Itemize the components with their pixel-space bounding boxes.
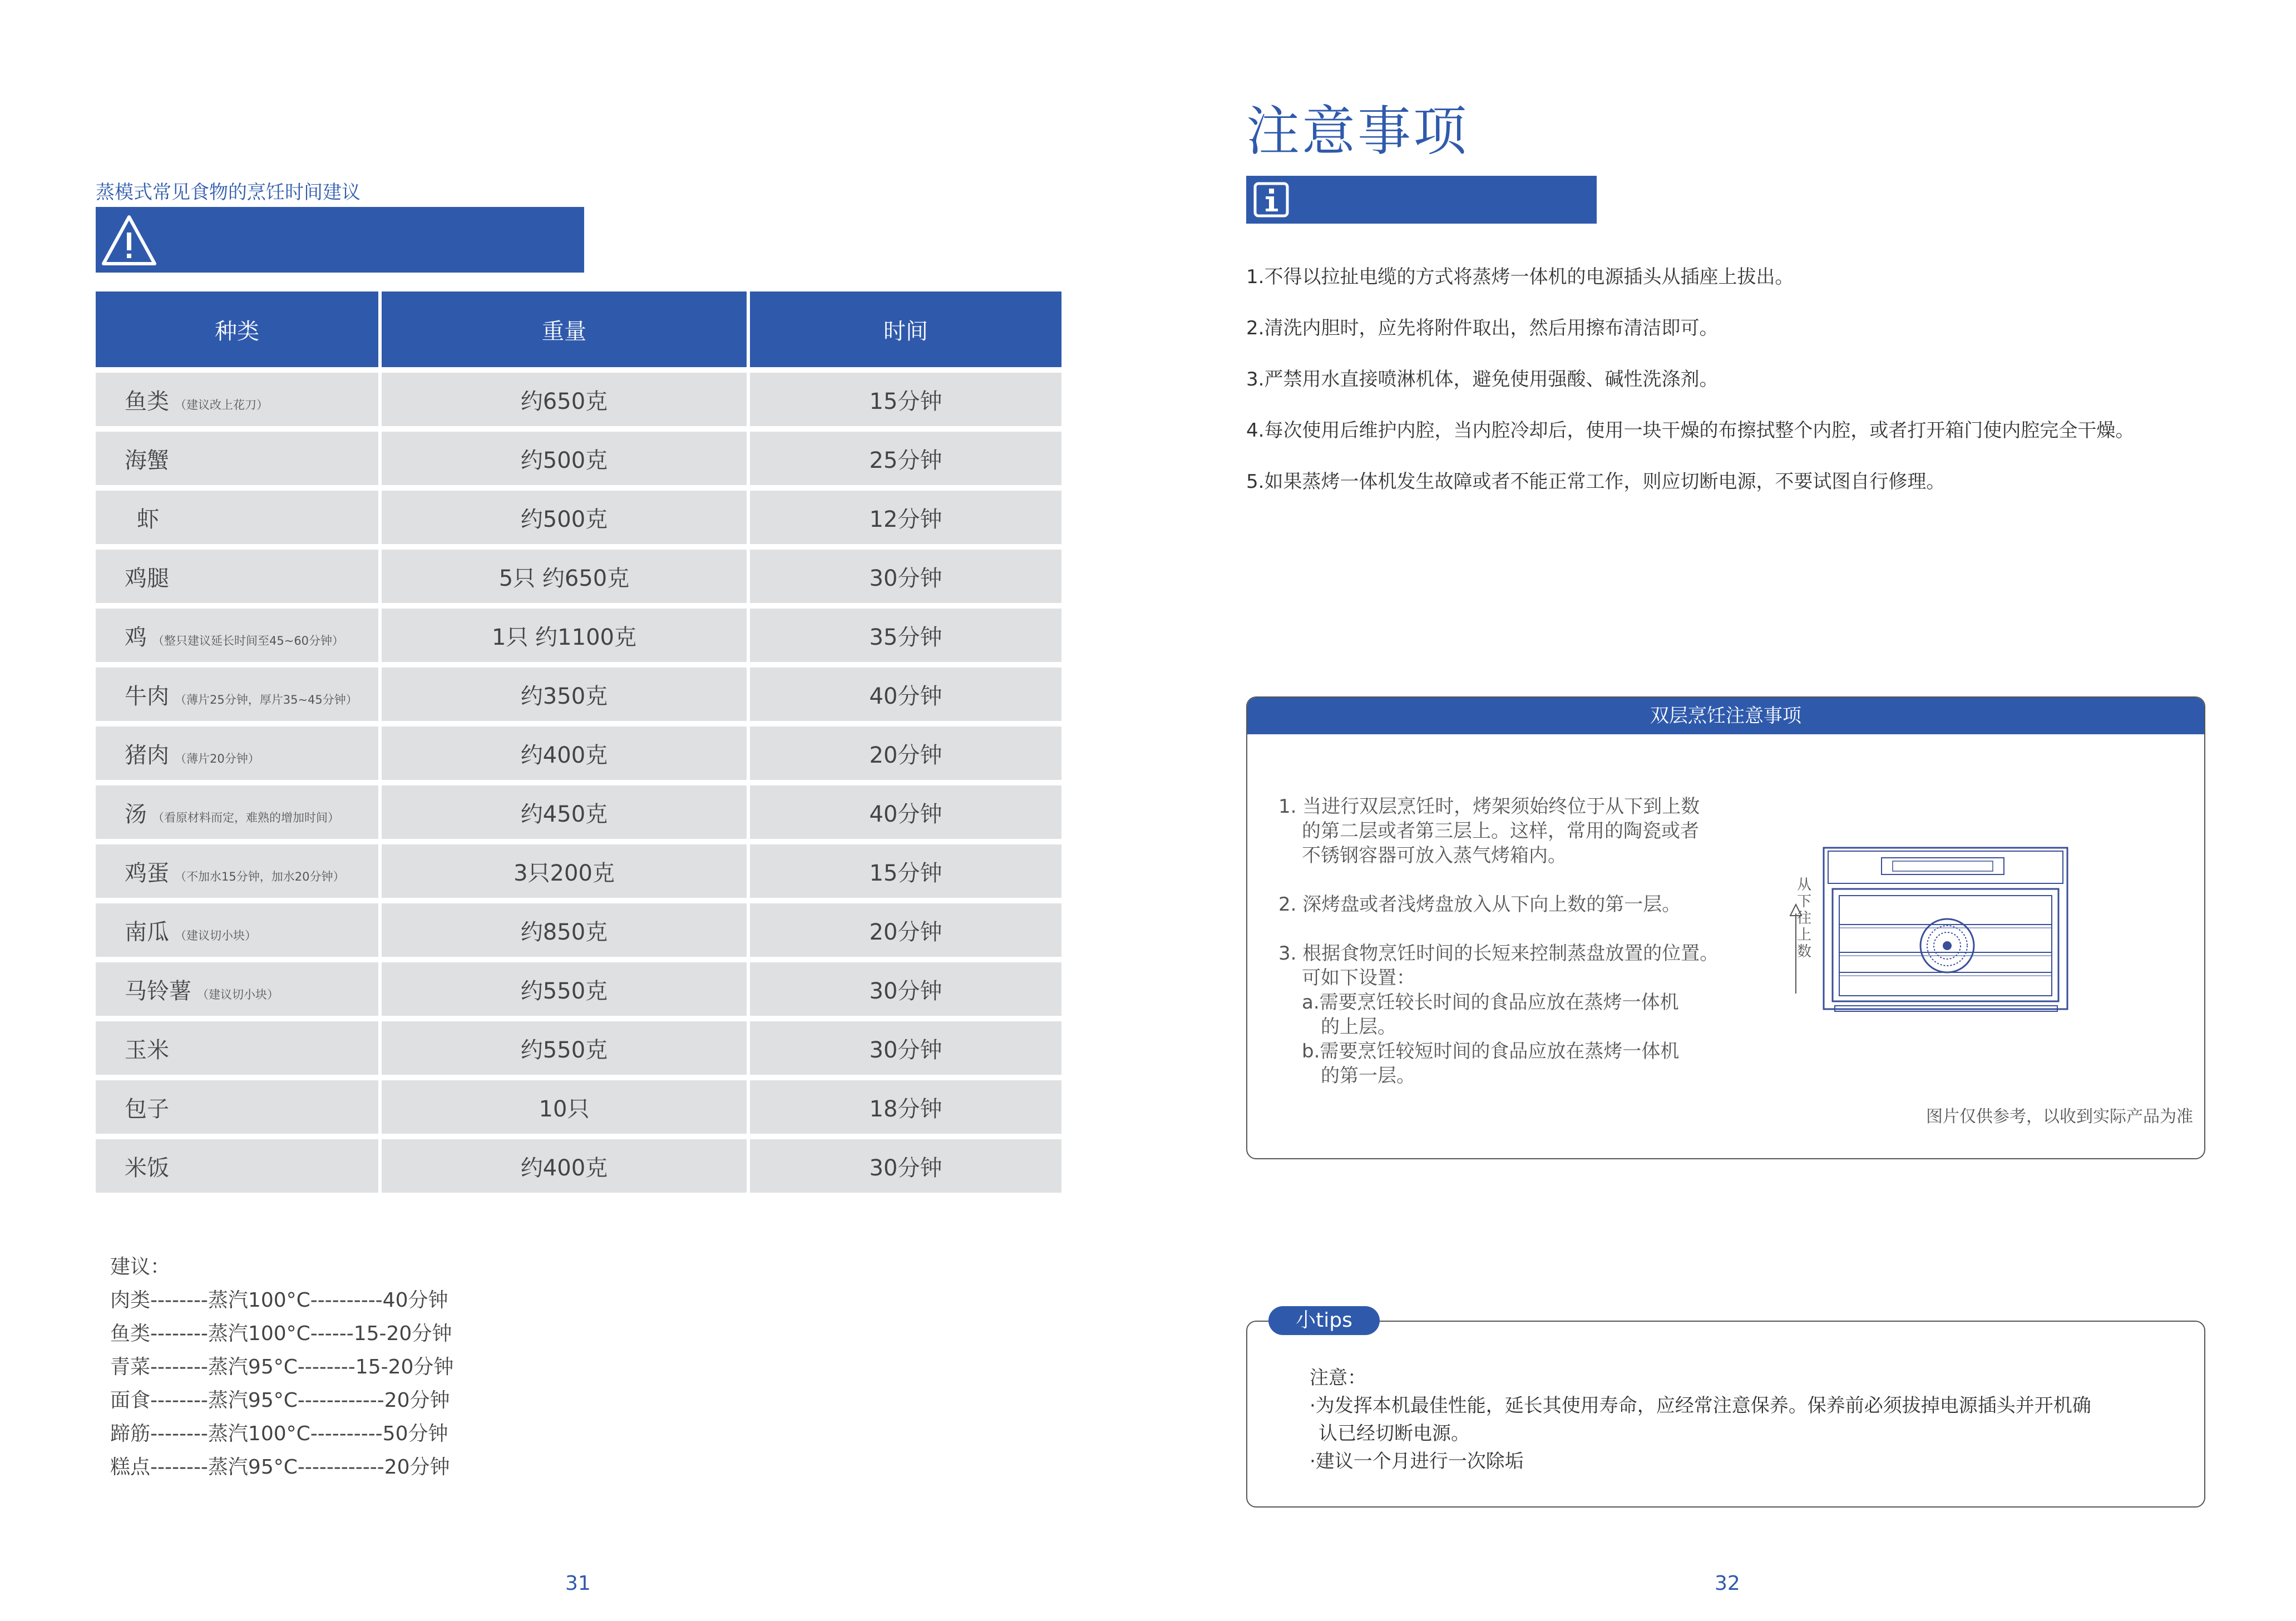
cell-time: 30分钟: [750, 1134, 1061, 1193]
cell-kind: [96, 662, 382, 721]
kind-label: 牛肉: [125, 683, 169, 709]
cell-kind: [96, 367, 382, 426]
cell-weight: 3只200克: [382, 839, 750, 898]
cell-weight: 约850克: [382, 898, 750, 957]
cell-time: 30分钟: [750, 957, 1061, 1016]
note-item: 1.不得以拉扯电缆的方式将蒸烤一体机的电源插头从插座上拔出。: [1246, 266, 1794, 288]
cell-kind: [96, 603, 382, 662]
kind-label: 虾: [137, 506, 159, 532]
cell-time: 20分钟: [750, 898, 1061, 957]
table-row: [96, 662, 1061, 721]
cell-weight: 约550克: [382, 957, 750, 1016]
table-row: [96, 1075, 1061, 1134]
instruction-line: 不锈钢容器可放入蒸气烤箱内。: [1302, 844, 1567, 867]
info-banner: [1246, 176, 1597, 224]
cell-weight: 约500克: [382, 426, 750, 485]
cell-time: 15分钟: [750, 839, 1061, 898]
cell-weight: 10只: [382, 1075, 750, 1134]
instruction-line: 3. 根据食物烹饪时间的长短来控制蒸盘放置的位置。: [1278, 942, 1719, 965]
kind-label: 鸡蛋: [125, 860, 169, 886]
table-row: [96, 839, 1061, 898]
page-number-left: 31: [565, 1572, 591, 1595]
cell-kind: [96, 957, 382, 1016]
cell-weight: 约350克: [382, 662, 750, 721]
instruction-line: 的上层。: [1321, 1016, 1396, 1038]
table-header-row: [96, 291, 1061, 367]
instruction-line: a.需要烹饪较长时间的食品应放在蒸烤一体机: [1302, 991, 1679, 1014]
tips-tab: 小tips: [1268, 1306, 1380, 1335]
advice-line: 肉类--------蒸汽100°C----------40分钟: [110, 1289, 448, 1312]
cell-kind: [96, 721, 382, 780]
instruction-line: 2. 深烤盘或者浅烤盘放入从下向上数的第一层。: [1278, 893, 1681, 916]
cell-weight: 约550克: [382, 1016, 750, 1075]
cooking-time-table: [96, 291, 1061, 1193]
advice-line: 糕点--------蒸汽95°C------------20分钟: [110, 1456, 450, 1479]
cell-time: 25分钟: [750, 426, 1061, 485]
advice-line: 鱼类--------蒸汽100°C------15-20分钟: [110, 1322, 452, 1345]
instruction-line: 1. 当进行双层烹饪时，烤架须始终位于从下到上数: [1278, 795, 1700, 818]
advice-line: 蹄筋--------蒸汽100°C----------50分钟: [110, 1422, 448, 1445]
cell-kind: [96, 780, 382, 839]
instruction-line: 的第二层或者第三层上。这样，常用的陶瓷或者: [1302, 820, 1699, 842]
info-icon: [1253, 181, 1290, 218]
tips-line: ·为发挥本机最佳性能，延长其使用寿命，应经常注意保养。保养前必须拔掉电源插头并开机确: [1310, 1395, 2091, 1417]
warning-triangle-icon: [101, 214, 157, 267]
note-item: 3.严禁用水直接喷淋机体，避免使用强酸、碱性洗涤剂。: [1246, 368, 1719, 391]
table-row: [96, 485, 1061, 544]
advice-heading: 建议：: [110, 1256, 171, 1278]
cell-time: 30分钟: [750, 1016, 1061, 1075]
instruction-line: b.需要烹饪较短时间的食品应放在蒸烤一体机: [1302, 1040, 1680, 1062]
table-row: [96, 367, 1061, 426]
advice-line: 面食--------蒸汽95°C------------20分钟: [110, 1389, 450, 1412]
cell-weight: 约650克: [382, 367, 750, 426]
cell-kind: [96, 1134, 382, 1193]
cell-kind: [96, 1016, 382, 1075]
double-layer-box: [1246, 696, 2205, 1159]
tips-line: 认已经切断电源。: [1319, 1422, 1470, 1445]
kind-label: 鱼类: [125, 388, 169, 414]
cell-time: 20分钟: [750, 721, 1061, 780]
cell-kind: [96, 485, 382, 544]
section-title: 蒸模式常见食物的烹饪时间建议: [96, 181, 361, 204]
header-kind: 种类: [96, 291, 382, 367]
kind-note: （看原材料而定，难熟的增加时间）: [152, 810, 339, 824]
kind-note: （薄片25分钟，厚片35~45分钟）: [175, 693, 358, 706]
page-number-right: 32: [1715, 1572, 1740, 1595]
cell-kind: [96, 426, 382, 485]
kind-label: 汤: [125, 801, 147, 827]
cell-time: 40分钟: [750, 662, 1061, 721]
kind-label: 鸡: [125, 624, 147, 650]
note-item: 2.清洗内胆时，应先将附件取出，然后用擦布清洁即可。: [1246, 317, 1719, 339]
table-row: [96, 1134, 1061, 1193]
cell-time: 30分钟: [750, 544, 1061, 603]
kind-note: （建议改上花刀）: [175, 398, 268, 412]
table-row: [96, 544, 1061, 603]
kind-note: （建议切小块）: [197, 987, 279, 1001]
header-time: 时间: [750, 291, 1061, 367]
kind-note: （整只建议延长时间至45~60分钟）: [152, 634, 344, 648]
cell-time: 15分钟: [750, 367, 1061, 426]
cell-weight: 约450克: [382, 780, 750, 839]
tips-text: [1310, 1364, 2091, 1475]
cell-kind: [96, 898, 382, 957]
cell-kind: [96, 1075, 382, 1134]
table-row: [96, 721, 1061, 780]
arrow-label: 从下往上数: [1797, 877, 1812, 960]
cell-time: 18分钟: [750, 1075, 1061, 1134]
cell-time: 40分钟: [750, 780, 1061, 839]
cell-weight: 约400克: [382, 1134, 750, 1193]
table-row: [96, 780, 1061, 839]
cell-weight: 约400克: [382, 721, 750, 780]
cell-weight: 约500克: [382, 485, 750, 544]
double-layer-header: 双层烹饪注意事项: [1247, 698, 2204, 734]
warning-banner: [96, 207, 584, 273]
kind-label: 南瓜: [125, 919, 169, 945]
notes-list: [1246, 261, 2134, 517]
tips-line: ·建议一个月进行一次除垢: [1310, 1450, 1524, 1472]
kind-label: 玉米: [125, 1037, 169, 1063]
table-row: [96, 957, 1061, 1016]
cell-time: 35分钟: [750, 603, 1061, 662]
cell-weight: 1只 约1100克: [382, 603, 750, 662]
header-weight: 重量: [382, 291, 750, 367]
kind-label: 海蟹: [125, 447, 169, 473]
advice-line: 青菜--------蒸汽95°C--------15-20分钟: [110, 1356, 454, 1378]
note-item: 5.如果蒸烤一体机发生故障或者不能正常工作，则应切断电源，不要试图自行修理。: [1246, 471, 1946, 493]
cell-weight: 5只 约650克: [382, 544, 750, 603]
kind-note: （薄片20分钟）: [175, 752, 260, 765]
kind-note: （不加水15分钟，加水20分钟）: [175, 869, 345, 883]
cell-time: 12分钟: [750, 485, 1061, 544]
note-item: 4.每次使用后维护内腔，当内腔冷却后，使用一块干燥的布擦拭整个内腔，或者打开箱门使内腔完全干燥。: [1246, 419, 2135, 442]
oven-diagram-icon: [1770, 827, 2074, 1049]
kind-note: （建议切小块）: [175, 928, 256, 942]
tips-box: [1246, 1309, 2205, 1508]
tips-heading: 注意：: [1310, 1367, 1366, 1389]
advice-block: [110, 1251, 453, 1484]
instruction-line: 可如下设置：: [1302, 967, 1415, 989]
kind-label: 猪肉: [125, 742, 169, 768]
kind-label: 包子: [125, 1096, 169, 1122]
table-row: [96, 1016, 1061, 1075]
kind-label: 马铃薯: [125, 978, 191, 1004]
cell-kind: [96, 839, 382, 898]
table-row: [96, 603, 1061, 662]
image-caption: 图片仅供参考，以收到实际产品为准: [1926, 1107, 2193, 1126]
double-layer-instructions: [1278, 794, 1719, 1088]
kind-label: 鸡腿: [125, 565, 169, 591]
kind-label: 米饭: [125, 1155, 169, 1181]
cell-kind: [96, 544, 382, 603]
instruction-line: 的第一层。: [1321, 1065, 1415, 1087]
table-row: [96, 898, 1061, 957]
page-title: 注意事项: [1246, 100, 1469, 162]
table-row: [96, 426, 1061, 485]
